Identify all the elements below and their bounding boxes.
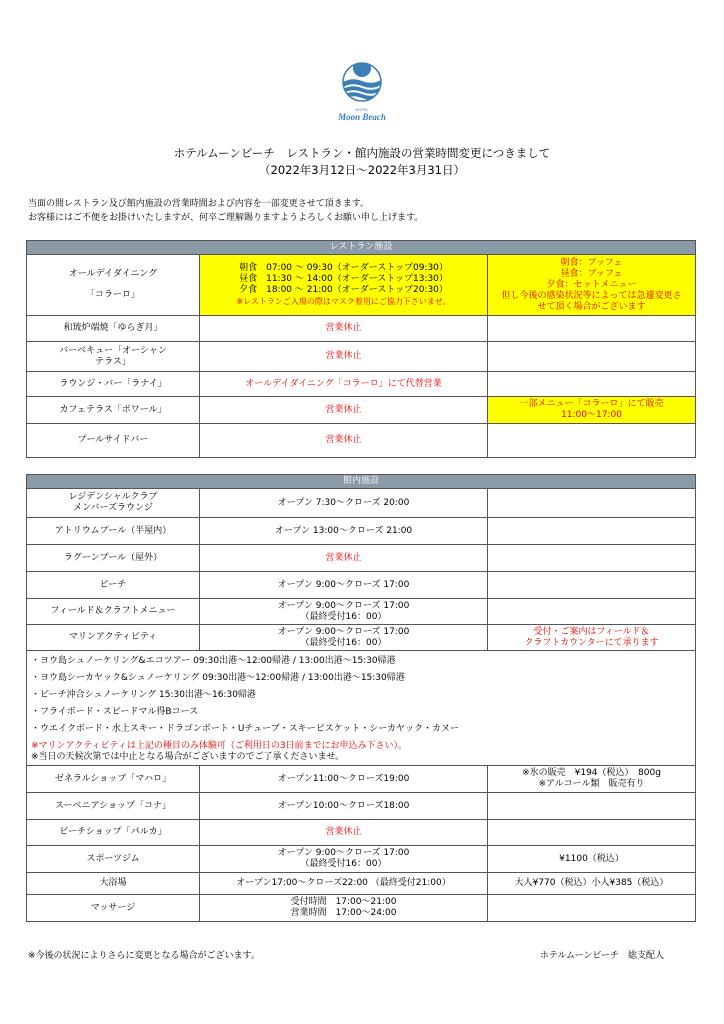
- table-row: [27, 489, 696, 518]
- note-cell: [488, 316, 696, 342]
- note-cell: [488, 372, 696, 397]
- note-cell: [488, 518, 696, 545]
- activity-item: ・ウエイクボード・水上スキー・ドラゴンボート・Uチューブ・スキービスケット・シーカヤック・カヌー: [31, 724, 460, 734]
- moon-beach-logo: [312, 60, 412, 125]
- mask-note: ※レストランご入場の際はマスク着用にご協力下さいませ。: [236, 297, 451, 306]
- table-row: [27, 846, 696, 873]
- table-row: [27, 518, 696, 545]
- facility-name-text: バーベキュー「オーシャンテラス」: [59, 345, 167, 367]
- facility-name: スーベニアショップ「コナ」: [27, 793, 200, 820]
- note-cell: [488, 895, 696, 922]
- facility-name: 和琉炉端焼「ゆらぎ月」: [27, 316, 200, 342]
- note-cell: [488, 572, 696, 599]
- table-row: [27, 255, 696, 316]
- status-cell: 営業休止: [200, 820, 488, 846]
- facility-name: [27, 255, 200, 316]
- note-line: 但し今後の感染状況等によっては急遽変更さ: [501, 290, 682, 301]
- facility-name: ラウンジ・バー「ラナイ」: [27, 372, 200, 397]
- status-cell: 営業休止: [200, 316, 488, 342]
- facility-name: マッサージ: [27, 895, 200, 922]
- note-cell: [488, 424, 696, 458]
- hours-cell: オープン11:00～クローズ19:00: [200, 766, 488, 793]
- facility-name: スポーツジム: [27, 846, 200, 873]
- activity-item: ・ヨウ島シーカヤック&シュノーケリング 09:30出港～12:00帰港 / 13:00出港～15:30帰港: [31, 673, 405, 683]
- facility-name: プールサイドバー: [27, 424, 200, 458]
- facility-name: ゼネラルショップ「マハロ」: [27, 766, 200, 793]
- status-cell: 営業休止: [200, 545, 488, 572]
- facility-header: 館内施設: [27, 475, 696, 489]
- table-row: [27, 599, 696, 625]
- hours-sub: 営業時間 17:00～24:00: [290, 908, 397, 918]
- note-line: ※氷の販売 ¥194（税込） 800g: [522, 768, 661, 778]
- restaurant-table: [26, 240, 696, 458]
- footer-note: ※今後の状況によりさらに変更となる場合がございます。: [28, 951, 260, 961]
- note-line: クラフトカウンターにて承ります: [524, 637, 659, 648]
- activity-item: ・ビーチ沖合シュノーケリング 15:30出港～16:30帰港: [31, 690, 256, 700]
- note-line: ※アルコール類 販売有り: [538, 779, 645, 789]
- table-row: [27, 342, 696, 372]
- hours-cell: [200, 599, 488, 625]
- facility-name: カフェテラス「ポワール」: [27, 397, 200, 424]
- note-cell: [488, 489, 696, 518]
- logo-brand-text: Moon Beach: [338, 112, 386, 122]
- intro-line-2: お客様にはご不便をお掛けいたしますが、何卒ご理解賜りますようよろしくお願い申し上げます。: [28, 213, 424, 223]
- note-cell: [488, 793, 696, 820]
- table-row: [27, 424, 696, 458]
- table-row: [27, 397, 696, 424]
- note-line: 夕食：セットメニュー: [546, 279, 637, 290]
- table-row: [27, 316, 696, 342]
- hours-cell: [200, 895, 488, 922]
- note-cell: [488, 342, 696, 372]
- table-row: [27, 545, 696, 572]
- facility-name-line: オールデイダイニング: [68, 269, 158, 279]
- hours-cell: オープン 9:00～クローズ 17:00: [200, 572, 488, 599]
- hours-cell: オープン 13:00～クローズ 21:00: [200, 518, 488, 545]
- note-cell: [488, 255, 696, 316]
- status-cell: 営業休止: [200, 424, 488, 458]
- hours-line: 夕食 18:00 ～ 21:00（オーダーストップ20:30）: [239, 285, 448, 295]
- hours-cell: [200, 255, 488, 316]
- hours-sub: （最終受付16：00）: [300, 611, 387, 622]
- note-line: 昼食：ブッフェ: [560, 268, 623, 279]
- table-row: [27, 793, 696, 820]
- activity-note: ※当日の天候次第では中止となる場合がございますのでご了承くださいませ。: [31, 752, 345, 762]
- hours-cell: オープン17:00～クローズ22:00 （最終受付21:00）: [200, 873, 488, 895]
- facility-name: [27, 489, 200, 518]
- note-cell: [488, 625, 696, 651]
- table-row: [27, 572, 696, 599]
- table-row: [27, 766, 696, 793]
- footer-signature: ホテルムーンビーチ 総支配人: [539, 951, 664, 961]
- status-cell: 営業休止: [200, 342, 488, 372]
- facility-name: ビーチ: [27, 572, 200, 599]
- logo-small-text: HOTEL: [355, 107, 369, 112]
- status-cell: オールデイダイニング「コラーロ」にて代替営業: [200, 372, 488, 397]
- note-cell: [488, 545, 696, 572]
- status-cell: 営業休止: [200, 397, 488, 424]
- note-line: せて頂く場合がございます: [537, 301, 646, 312]
- hours-cell: [200, 846, 488, 873]
- activity-item: ・フライボード・スピードマル得Bコース: [31, 707, 199, 717]
- activity-item: ・ヨウ島シュノーケリング&エコツアー 09:30出港～12:00帰港 / 13:00出港～15:30帰港: [31, 656, 396, 666]
- note-cell: ¥1100（税込）: [488, 846, 696, 873]
- facility-name: ビーチショップ「パルカ」: [27, 820, 200, 846]
- hours-sub: （最終受付16：00）: [300, 637, 387, 648]
- note-cell: [488, 397, 696, 424]
- hours-cell: [200, 625, 488, 651]
- facility-name: [27, 342, 200, 372]
- facility-table: [26, 474, 696, 922]
- facility-name: アトリウムプール（半屋内）: [27, 518, 200, 545]
- note-line: 一部メニュー「コラーロ」にて販売: [519, 399, 664, 409]
- facility-name-line: メンバーズラウンジ: [73, 503, 153, 513]
- activity-list-row: [27, 651, 696, 766]
- facility-name-line: 「コラーロ」: [85, 290, 140, 300]
- note-cell: [488, 820, 696, 846]
- period-subtitle: （2022年3月12日～2022年3月31日）: [259, 163, 465, 177]
- hours-line: 受付時間 17:00～21:00: [290, 897, 397, 907]
- facility-name: ラグーンプール（屋外）: [27, 545, 200, 572]
- hours-cell: オープン10:00～クローズ18:00: [200, 793, 488, 820]
- hours-line: オープン 9:00～クローズ 17:00: [277, 626, 410, 637]
- facility-name-line: レジデンシャルクラブ: [68, 492, 158, 502]
- hours-line: オープン 9:00～クローズ 17:00: [277, 848, 410, 858]
- note-line: 受付・ご案内はフィールド＆: [533, 626, 650, 637]
- activity-note-red: ※マリンアクティビティは上記の種目のみ体験可（ご利用日の3日前までにお申込み下さい）。: [31, 741, 408, 751]
- table-row: [27, 895, 696, 922]
- hours-line: 昼食 11:30 ～ 14:00（オーダーストップ13:30）: [239, 274, 448, 284]
- restaurant-header: レストラン施設: [27, 241, 696, 255]
- hours-cell: オープン 7:30～クローズ 20:00: [200, 489, 488, 518]
- facility-name: フィールド＆クラフトメニュー: [27, 599, 200, 625]
- intro-line-1: 当面の間レストラン及び館内施設の営業時間および内容を一部変更させて頂きます。: [28, 199, 370, 209]
- note-cell: [488, 599, 696, 625]
- facility-name: マリンアクティビティ: [27, 625, 200, 651]
- table-row: [27, 873, 696, 895]
- table-row: [27, 820, 696, 846]
- note-line: 朝食：ブッフェ: [560, 257, 623, 268]
- note-cell: [488, 766, 696, 793]
- hours-sub: （最終受付16：00）: [300, 859, 387, 869]
- hours-line: オープン 9:00～クローズ 17:00: [277, 600, 410, 611]
- hours-line: 朝食 07:00 ～ 09:30（オーダーストップ09:30）: [239, 263, 448, 273]
- activity-list: [27, 651, 696, 766]
- table-row: [27, 372, 696, 397]
- table-row: [27, 625, 696, 651]
- facility-name: 大浴場: [27, 873, 200, 895]
- note-cell: 大人¥770（税込）小人¥385（税込）: [488, 873, 696, 895]
- page-title: ホテルムーンビーチ レストラン・館内施設の営業時間変更につきまして: [173, 146, 551, 160]
- note-line: 11:00～17:00: [561, 410, 622, 420]
